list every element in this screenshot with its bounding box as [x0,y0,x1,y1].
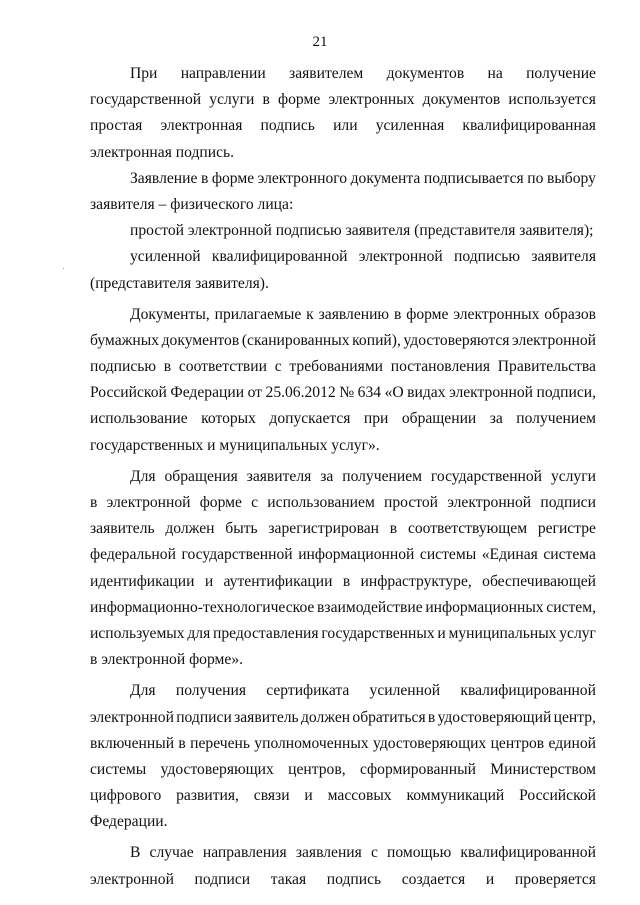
text-line: (представителя заявителя). [90,274,269,292]
word: прилагаемые [214,305,302,323]
word: в [393,305,402,323]
word: развития, [176,787,239,805]
word: усиленной [130,248,201,266]
word: должен [300,708,351,726]
word: Для [130,682,156,700]
word: включенный [90,734,175,752]
word: уполномоченных [254,734,369,752]
word: Правительства [497,358,596,376]
word: единой [548,734,596,752]
text-line [90,595,596,621]
text-line: заявителя – физического лица: [90,195,294,213]
word: услуг [559,624,596,642]
paragraph [90,464,596,674]
word: соответствующем [407,520,528,538]
word: заявитель [90,520,155,538]
paragraph [90,302,596,459]
word: простой [384,494,439,511]
word: обращения [164,467,238,485]
word: допускается [269,410,351,428]
word: документа [350,169,421,187]
word: копий), [352,331,401,349]
margin-mark [63,268,64,269]
word: использование [90,410,188,428]
word: подписью [454,248,521,266]
word: подпись [326,870,382,888]
word: подпись [260,117,315,135]
word: центров, [288,760,346,778]
word: системы [419,546,477,564]
word: государственной [430,467,543,485]
word: получения [175,682,246,700]
word: центр, [553,708,596,726]
word: при [363,410,389,428]
word: форме [211,169,255,187]
word: квалифицированной [211,248,348,266]
word: При [130,65,158,82]
word: такая [270,870,307,888]
word: подписи [176,708,232,726]
word: в [163,358,172,376]
word: постановления [390,358,491,376]
text-line [90,621,596,647]
text-line: государственных и муниципальных услуг». [90,436,380,454]
word: и [204,572,214,590]
paragraph [90,218,596,244]
text-line [90,867,596,893]
word: удостоверяющий [437,708,552,726]
word: подписи, [536,384,596,402]
word: 634 [357,384,382,402]
word: получением [342,467,422,485]
word: № [339,384,355,402]
word: центров [490,734,545,752]
word: и [485,870,495,888]
word: подписи [194,870,251,888]
word: и [304,787,313,805]
word: Заявление [130,169,198,187]
text-line [90,757,596,783]
word: требованиями [289,358,384,376]
word: за [489,410,503,428]
word: информационной [298,546,415,564]
text-line: Федерации. [90,813,168,831]
text-line [90,569,596,595]
word: Министерством [490,760,596,778]
paragraph [90,244,596,296]
word: электронной [447,494,532,511]
text-line [90,406,596,432]
word: услуги [209,91,255,109]
word: видах [407,384,446,402]
text-line [90,328,596,354]
word: цифрового [90,787,162,805]
word: взаимодействие [317,598,423,616]
word: выбору [546,169,596,187]
text-line [90,783,596,809]
word: Документы, [130,305,210,323]
word: подписью [90,358,156,376]
word: Для [130,467,156,485]
word: зарегистрирован [268,520,380,538]
word: заявителя [246,467,312,485]
text-line [90,542,596,568]
word: электронной [512,331,596,349]
word: заявителя [531,248,596,266]
text-line [90,490,596,516]
word: связи [253,787,290,805]
text-line [90,516,596,542]
text-line: электронная подпись. [90,143,235,161]
word: электронной [106,494,191,511]
word: Российской [90,384,167,402]
text-line [90,464,596,490]
page-number: 21 [312,34,328,50]
text-line [90,113,596,139]
text-line [90,840,596,866]
word: услуги [550,467,596,485]
word: предоставления [213,624,319,642]
word: «Единая [481,546,538,564]
word: система [543,546,596,564]
word: в [90,494,98,511]
paragraph [90,840,596,892]
text-line [90,731,596,757]
word: В [130,844,141,862]
word: сформированный [359,760,476,778]
text-line [90,166,596,192]
word: используется [508,91,596,109]
word: электронная [160,117,243,135]
word: информационных [425,598,544,616]
word: обратиться [352,708,426,726]
word: в [200,169,209,187]
word: подписывается [423,169,524,187]
word: бумажных [90,331,160,349]
word: квалифицированной [460,844,596,862]
text-line: простой электронной подписью заявителя (представителя заявителя); [130,222,594,240]
paragraph [90,166,596,218]
word: обращении [401,410,477,428]
word: случае [149,844,194,862]
word: или [333,117,358,135]
word: удостоверяющих [160,760,274,778]
word: (сканированных [241,331,350,349]
word: системы [90,760,147,778]
word: квалифицированная [462,117,596,135]
word: заявлению [318,305,390,323]
word: идентификации [90,572,195,590]
word: электронного [257,169,348,187]
word: направлении [180,65,266,82]
word: заявителем [289,65,364,82]
word: сертификата [266,682,350,700]
word: муниципальных [448,624,557,642]
word: в [389,520,398,538]
word: «О [384,384,404,402]
word: массовых [327,787,392,805]
word: электронной [90,708,174,726]
paragraph [90,678,596,835]
word: образов [544,305,596,323]
word: для [187,624,211,642]
word: в [342,572,351,590]
word: усиленная [375,117,445,135]
text-line [90,244,596,270]
word: государственной [181,546,293,564]
word: в [178,734,186,752]
word: электронных [453,305,540,323]
text-line [90,302,596,328]
word: регистре [537,520,596,538]
word: и [437,624,446,642]
word: заявления [295,844,362,862]
word: от [247,384,262,402]
word: форме [199,494,242,511]
word: обеспечивающей [482,572,596,590]
word: помощью [386,844,452,862]
word: федеральной [90,546,176,564]
word: за [320,467,334,485]
word: 25.06.2012 [265,384,336,402]
word: информационно-технологическое [90,598,315,616]
word: удостоверяются [403,331,510,349]
word: удостоверяющих [373,734,487,752]
word: аутентификации [223,572,333,590]
text-line [90,678,596,704]
word: усиленной [369,682,441,700]
word: соответствии [178,358,267,376]
word: электронных [328,91,415,109]
word: государственных [321,624,435,642]
word: форме [406,305,449,323]
word: создается [401,870,466,888]
word: по [527,169,544,187]
word: с [251,494,259,511]
word: Федерации [170,384,245,402]
word: должен [165,520,215,538]
word: быть [225,520,258,538]
document-body [90,61,596,893]
word: документов [161,331,240,349]
text-line [90,354,596,380]
word: которых [201,410,256,428]
word: квалифицированной [460,682,596,700]
word: документов [422,91,501,109]
word: использованием [267,494,375,511]
text-line [90,380,596,406]
text-line [90,87,596,113]
word: подписи [540,494,596,511]
word: инфраструктуре, [360,572,472,590]
word: государственной [90,91,202,109]
word: заявитель [234,708,299,726]
word: простая [90,117,143,135]
word: форме [278,91,321,109]
word: проверяется [514,870,596,888]
text-line: в электронной форме». [90,651,244,669]
word: перечень [190,734,250,752]
word: используемых [90,624,185,642]
word: документов [386,65,465,82]
word: с [370,844,378,862]
word: электронной [358,248,443,266]
word: получение [526,65,596,82]
word: систем, [546,598,596,616]
paragraph [90,61,596,166]
word: электронной [449,384,533,402]
word: получением [516,410,596,428]
word: коммуникаций [406,787,505,805]
text-line [90,61,596,87]
word: с [274,358,282,376]
word: в [262,91,270,109]
word: в [427,708,436,726]
word: Российской [519,787,596,805]
word: к [306,305,314,323]
word: на [487,65,503,82]
word: направления [202,844,287,862]
text-line [90,705,596,731]
word: электронной [90,870,174,888]
